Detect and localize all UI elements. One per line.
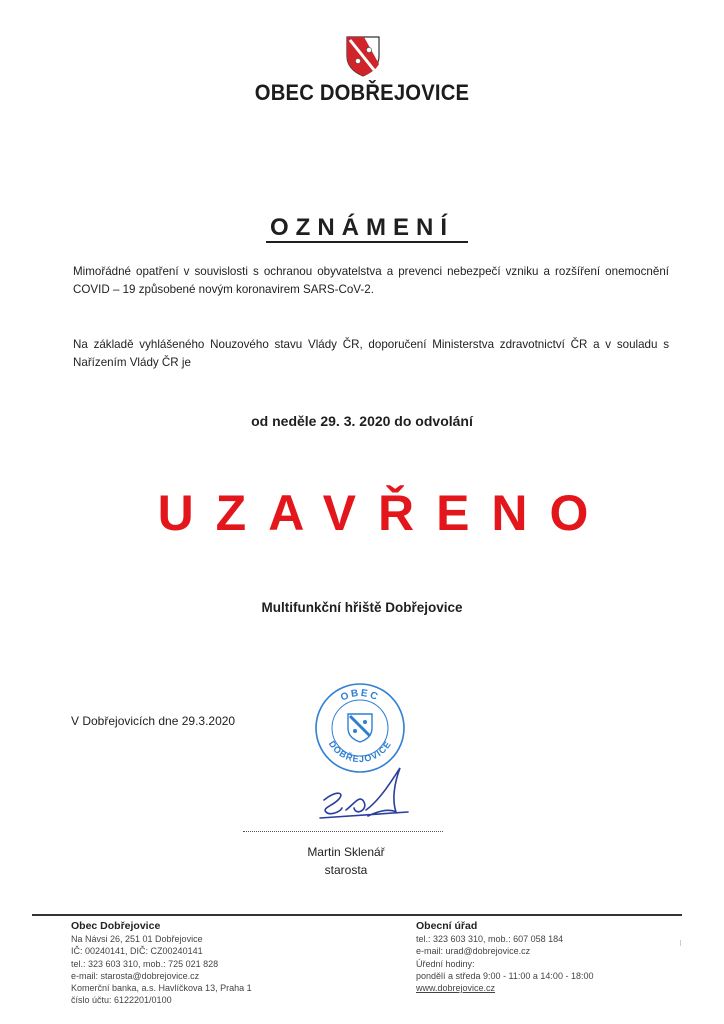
svg-text:OBEC — [339, 688, 381, 704]
municipality-name: OBEC DOBŘEJOVICE — [254, 80, 470, 105]
stamp-text-top: OBEC — [339, 687, 381, 704]
signature-line — [243, 831, 443, 832]
place-date: V Dobřejovicích dne 29.3.2020 — [71, 714, 236, 728]
signer-role: starosta — [324, 863, 368, 877]
facility-name: Multifunkční hřiště Dobřejovice — [261, 600, 463, 615]
footer-left-line: Na Návsi 26, 251 01 Dobřejovice — [71, 934, 203, 945]
footer-municipality-contact — [71, 920, 252, 1006]
notice-paragraph-2: Na základě vyhlášeného Nouzového stavu Vlády ČR, doporučení Ministerstva zdravotnictví ČR a v souladu s Nařízením Vlády ČR je — [73, 338, 669, 369]
handwritten-signature — [296, 760, 426, 830]
notice-title: OZNÁMENÍ — [270, 214, 454, 241]
website-link[interactable]: www.dobrejovice.cz — [416, 983, 496, 994]
footer-left-line: Komerční banka, a.s. Havlíčkova 13, Praha 1 — [71, 983, 252, 994]
footer-left-heading: Obec Dobřejovice — [71, 920, 161, 932]
validity-period: od neděle 29. 3. 2020 do odvolání — [251, 413, 473, 429]
signer-name: Martin Sklenář — [307, 845, 385, 859]
footer-right-line: e-mail: urad@dobrejovice.cz — [416, 946, 531, 957]
footer-left-line: IČ: 00240141, DIČ: CZ00240141 — [71, 946, 203, 957]
closed-status: UZAVŘENO — [157, 485, 611, 541]
footer-left-line: e-mail: starosta@dobrejovice.cz — [71, 970, 200, 981]
footer-right-line: Úřední hodiny: — [416, 958, 475, 969]
footer-right-line: tel.: 323 603 310, mob.: 607 058 184 — [416, 934, 564, 945]
stamp-text-bottom: DOBŘEJOVICE — [326, 738, 394, 765]
footer-divider — [32, 914, 682, 916]
scan-mark — [680, 940, 681, 946]
notice-paragraph-1: Mimořádné opatření v souvislosti s ochranou obyvatelstva a prevenci nebezpečí vzniku a rozšíření onemocnění COVID – 19 způsobené novým koronavirem SARS-CoV-2. — [73, 265, 669, 296]
footer-right-line: pondělí a středa 9:00 - 11:00 a 14:00 - 18:00 — [416, 970, 594, 981]
footer-office-contact — [416, 920, 593, 994]
footer-left-line: tel.: 323 603 310, mob.: 725 021 828 — [71, 958, 219, 969]
footer-right-heading: Obecní úřad — [416, 920, 478, 932]
coat-of-arms-icon — [344, 34, 382, 78]
title-underline — [266, 241, 468, 243]
footer-left-line: číslo účtu: 6122201/0100 — [71, 995, 172, 1006]
